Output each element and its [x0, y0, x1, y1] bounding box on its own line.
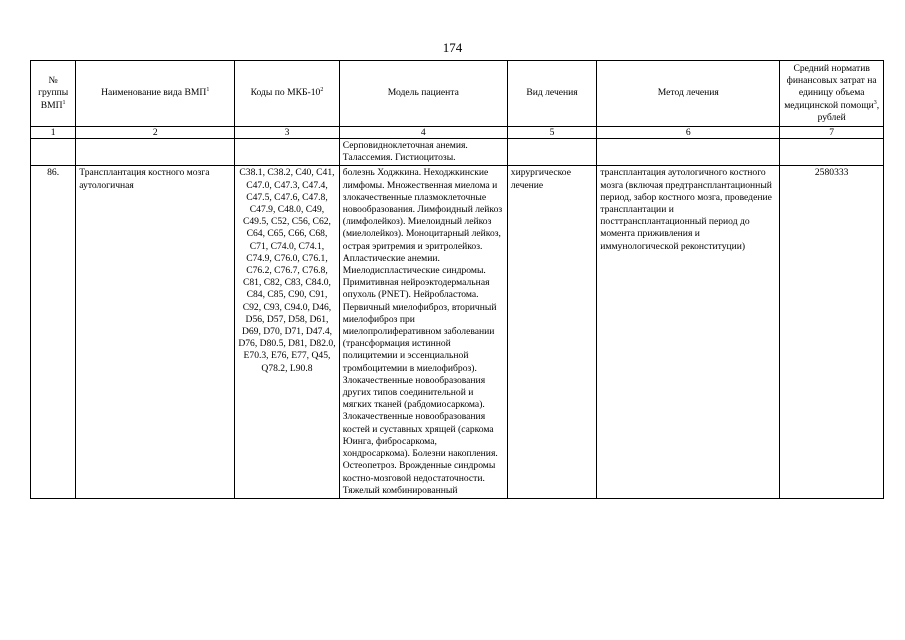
vmp-table — [30, 60, 884, 499]
table-row-86 — [31, 166, 884, 498]
patient-model-cell: болезнь Ходжкина. Неходжкинские лимфомы. Множественная миелома и злокачественные плазмоклеточные новообразования. Лимфоидный лейкоз (лимфолейкоз). Миелоидный лейкоз (миелолейкоз). Моноцитарный лейкоз, острая эритремия и эритролейкоз. Апластические анемии. Миелодиспластические синдромы. Примитивная нейроэктодермальная опухоль (PNET). Нейробластома. Первичный миелофиброз, вторичный миелофиброз при миелопролиферативном заболевании (трансформация истинной полицитемии и эссенциальной тромбоцитемии в миелофиброз). Злокачественные новообразования других типов соединительной и мягких тканей (рабдомиосаркома). Злокачественные новообразования костей и суставных хрящей (саркома Юинга, фибросаркома, хондросаркома). Болезни накопления. Остеопетроз. Врожденные синдромы костно-мозговой недостаточности. Тяжелый комбинированный — [339, 166, 507, 498]
header-vmp-name: Наименование вида ВМП$^1$ — [76, 61, 235, 127]
page-number: 174 — [442, 40, 463, 55]
column-number: 6 — [597, 127, 780, 139]
column-number: 7 — [780, 127, 884, 139]
header-patient-model: Модель пациента — [339, 61, 507, 127]
continued-patient-model: Серповидноклеточная анемия. Талассемия. Гистиоцитозы. — [339, 139, 507, 166]
treatment-type-cell: хирургическое лечение — [507, 166, 597, 498]
header-group-number: № группы ВМП$^1$ — [31, 61, 76, 127]
column-number: 5 — [507, 127, 597, 139]
header-row — [31, 61, 884, 127]
icd-codes-cell: C38.1, C38.2, C40, C41, C47.0, C47.3, C47.4, C47.5, C47.6, C47.8, C47.9, C48.0, C49, C49.5, C52, C56, C62, C64, C65, C66, C68, C71, C74.0, C74.1, C74.9, C76.0, C76.1, C76.2, C76.7, C76.8, C81, C82, C83, C84.0, C84, C85, C90, C91, C92, C93, C94.0, D46, D56, D57, D58, D61, D69, D70, D71, D47.4, D76, D80.5, D81, D82.0, E70.3, E76, E77, Q45, Q78.2, L90.8 — [235, 166, 340, 498]
treatment-method-cell: трансплантация аутологичного костного мозга (включая предтрансплантационный период, забор костного мозга, проведение трансплантации и посттрансплантационный период до момента приживления и иммунологической реконституции) — [597, 166, 780, 498]
column-number: 4 — [339, 127, 507, 139]
header-treatment-type: Вид лечения — [507, 61, 597, 127]
column-number: 2 — [76, 127, 235, 139]
column-number-row — [31, 127, 884, 139]
column-number: 1 — [31, 127, 76, 139]
vmp-name-cell: Трансплантация костного мозга аутологичная — [76, 166, 235, 498]
cost-cell: 2580333 — [780, 166, 884, 498]
column-number: 3 — [235, 127, 340, 139]
header-cost-standard: Средний норматив финансовых затрат на единицу объема медицинской помощи$^3$, рублей — [780, 61, 884, 127]
header-icd-codes: Коды по МКБ-$10^2$ — [235, 61, 340, 127]
continued-row — [31, 139, 884, 166]
header-treatment-method: Метод лечения — [597, 61, 780, 127]
group-number-cell: 86. — [31, 166, 76, 498]
